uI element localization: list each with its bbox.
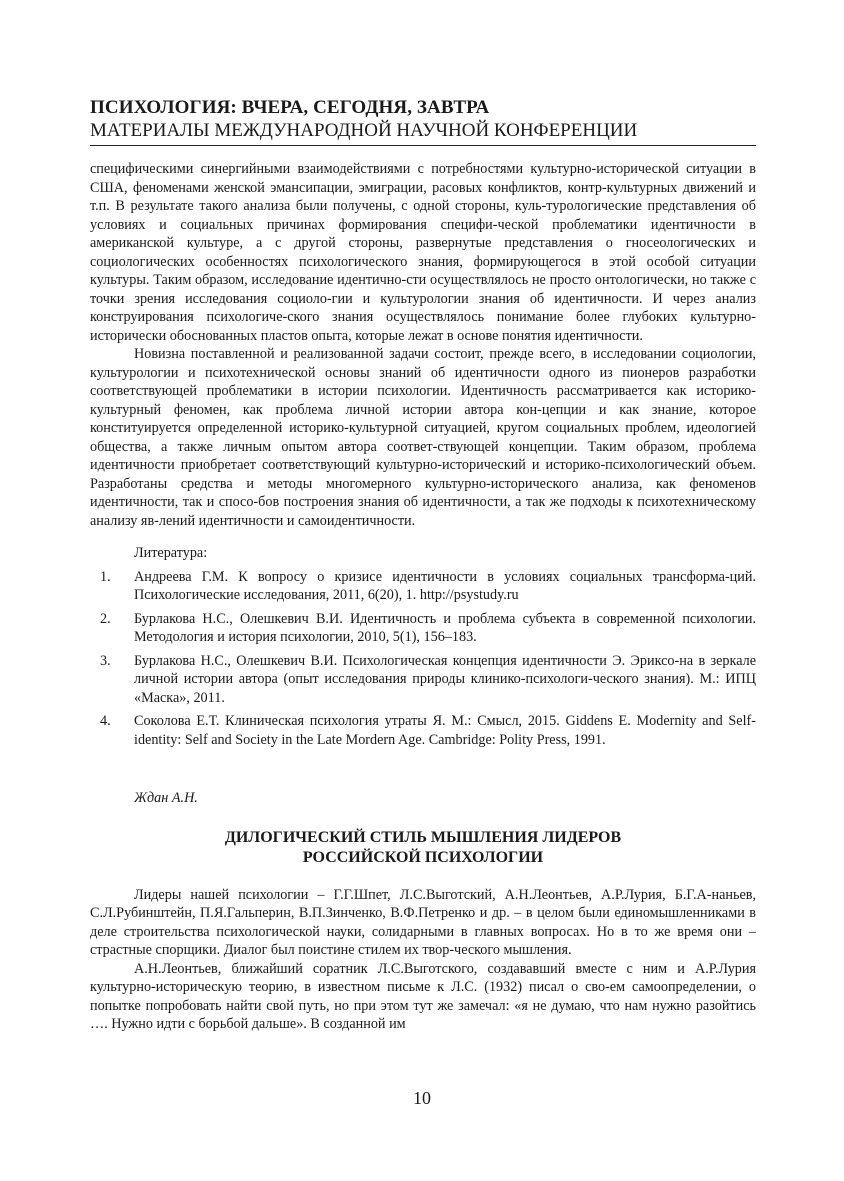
literature-item [90,610,756,647]
article-title [90,828,756,868]
literature-item [90,568,756,605]
literature-item-text: Бурлакова Н.С., Олешкевич В.И. Психологическая концепция идентичности Э. Эриксо-на в зеркале личной истории автора (опыт исследования природы клинико-психологи-ческого знания). М.: ИПЦ «Маска», 2011. [134,652,756,706]
literature-list [90,568,756,750]
literature-item-text: Андреева Г.М. К вопросу о кризисе идентичности в условиях социальных трансформа-ций. Психологические исследования, 2011, 6(20), 1. http://psystudy.ru [134,568,756,603]
page-body [90,160,756,1034]
page-number: 10 [413,1088,431,1108]
article-paragraph-1: Лидеры нашей психологии – Г.Г.Шпет, Л.С.Выготский, А.Н.Леонтьев, А.Р.Лурия, Б.Г.А-наньев, С.Л.Рубинштейн, П.Я.Гальперин, В.П.Зинченко, В.Ф.Петренко и др. – в целом были единомышленниками в деле строительства психологической науки, солидарными в главных вопросах. Но в то же время они – страстные спорщики. Диалог был поистине стилем их твор-ческого мышления. [90,886,756,958]
literature-item-number: 2. [100,610,111,627]
literature-item-number: 3. [100,652,111,669]
article-title-line2: РОССИЙСКОЙ ПСИХОЛОГИИ [302,848,544,866]
header-rule [90,145,756,146]
literature-item [90,652,756,708]
header-title: ПСИХОЛОГИЯ: ВЧЕРА, СЕГОДНЯ, ЗАВТРА [90,97,490,118]
literature-item-number: 1. [100,568,111,585]
paragraph-continued: специфическими синергийными взаимодействиями с потребностями культурно-исторической ситуации в США, феноменами женской эмансипации, эмиграции, расовых конфликтов, контр-культурных движений и т.п. В результате такого анализа были получены, с одной стороны, куль-турологические представления об условиях и социальных причинах формирования специфи-ческой проблематики идентичности в американской культуре, а с другой стороны, развернутые представления о гносеологических и социологических особенностях психологического знания, формирующегося в этой особой ситуации культуры. Таким образом, исследование идентично-сти осуществлялось не просто онтологически, но также с точки зрения исследования социоло-гии и культурологии знания об идентичности. И через анализ конструирования психологиче-ского знания осуществлялось понимание более глубоких культурно-исторически обоснованных пластов опыта, которые лежат в основе понятия идентичности. [90,161,756,344]
article-author: Ждан А.Н. [134,790,198,806]
literature-title: Литература: [134,545,208,561]
literature-item-text: Соколова Е.Т. Клиническая психология утраты Я. М.: Смысл, 2015. Giddens E. Modernity and Self-identity: Self and Society in the Late Mordern Age. Cambridge: Polity Press, 1991. [134,713,756,748]
article-title-line1: ДИЛОГИЧЕСКИЙ СТИЛЬ МЫШЛЕНИЯ ЛИДЕРОВ [224,828,622,846]
literature-item-number: 4. [100,713,111,729]
header-subtitle: МАТЕРИАЛЫ МЕЖДУНАРОДНОЙ НАУЧНОЙ КОНФЕРЕНЦИИ [90,120,638,141]
literature-item [90,712,756,749]
article-paragraph-2: А.Н.Леонтьев, ближайший соратник Л.С.Выготского, создававший вместе с ним и А.Р.Лурия культурно-историческую теорию, в известном письме к Л.С. (1932) писал о сво-ем самоопределении, о попытке попробовать найти свой путь, но при этом тут же замечал: «я не думаю, что нам нужно разойтись …. Нужно идти с борьбой дальше». В созданной им [90,960,756,1032]
running-header [90,96,760,142]
paragraph-novelty: Новизна поставленной и реализованной задачи состоит, прежде всего, в исследовании социологии, культурологии и психотехнической основы знаний об идентичности одного из пионеров разработки соответствующей проблематики в истории психологии. Идентичность рассматривается как историко-культурный феномен, как проблема личной истории автора кон-цепции и как знание, которое конституируется определенной историко-культурной ситуацией, кругом социальных проблем, идеологией общества, а также личным опытом автора соответ-ствующей концепции. Таким образом, проблема идентичности приобретает соответствующий культурно-исторический и историко-психологический объем. Разработаны средства и методы многомерного культурно-исторического анализа, как феноменов идентичности, так и спосо-бов построения знания об идентичности, а так же подходы к психотехническому анализу яв-лений идентичности и самоидентичности. [90,346,756,529]
literature-item-text: Бурлакова Н.С., Олешкевич В.И. Идентичность и проблема субъекта в современной психологии. Методология и история психологии, 2010, 5(1), 156–183. [134,610,756,645]
